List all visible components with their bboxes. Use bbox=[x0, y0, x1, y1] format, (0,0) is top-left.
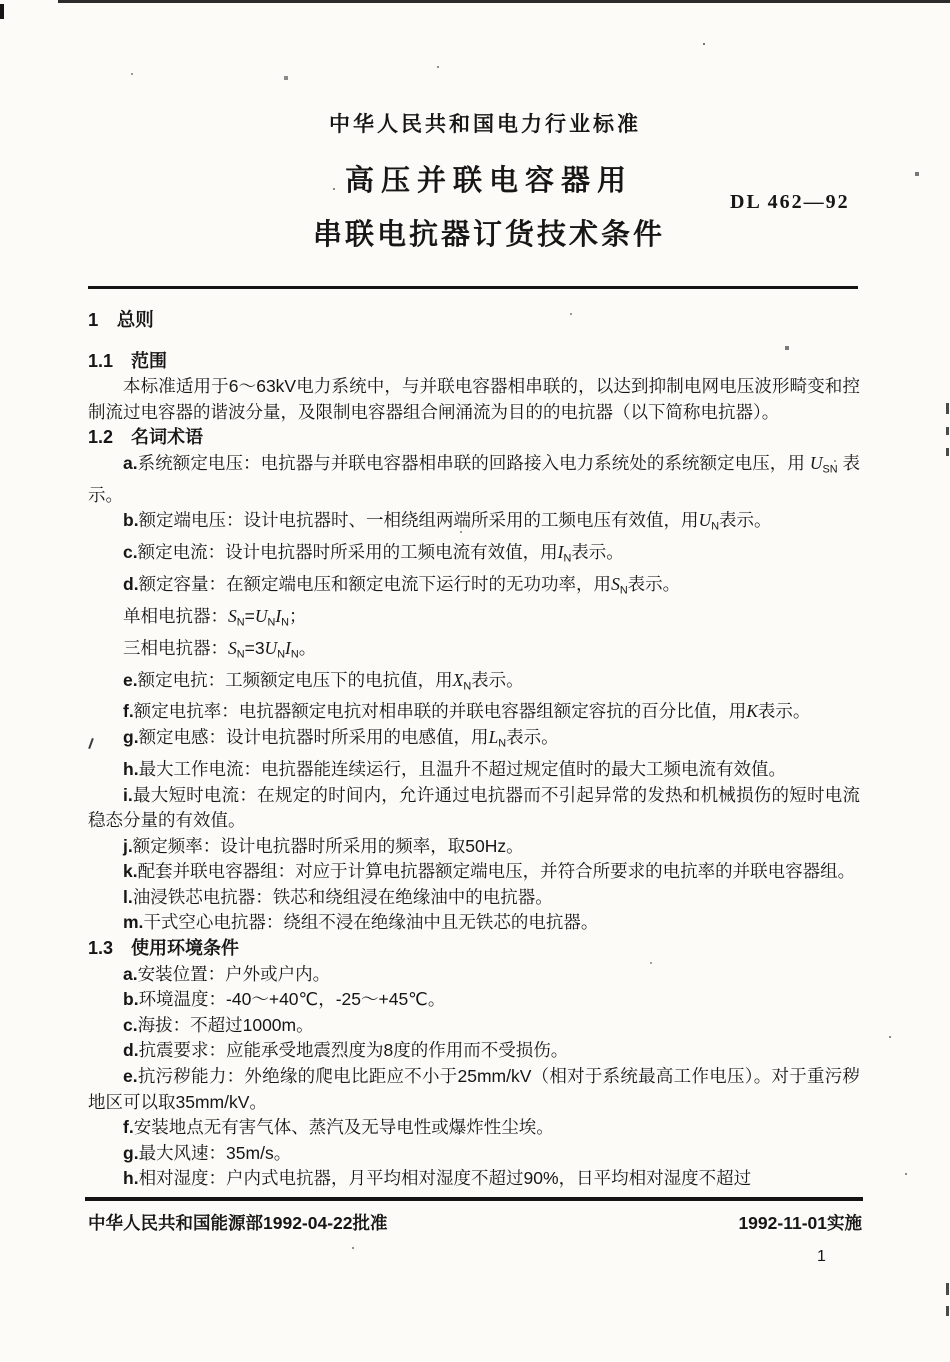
implementation-note: 1992-11-01实施 bbox=[738, 1213, 862, 1233]
paragraph: h.相对湿度：户内式电抗器，月平均相对湿度不超过90%，日平均相对湿度不超过 bbox=[123, 1168, 752, 1189]
scan-artifact-edge-dash bbox=[946, 1283, 949, 1295]
paragraph: b.环境温度：-40～+40℃，-25～+45℃。 bbox=[123, 989, 446, 1010]
paragraph: j.额定频率：设计电抗器时所采用的频率，取50Hz。 bbox=[123, 835, 524, 856]
paragraph: f.额定电抗率：电抗器额定电抗对相串联的并联电容器组额定容抗的百分比值，用K表示。 bbox=[123, 701, 811, 722]
section-heading: 1.1 范围 bbox=[88, 350, 168, 371]
scan-artifact-edge-dash bbox=[946, 1306, 949, 1316]
paragraph: a.安装位置：户外或户内。 bbox=[123, 963, 331, 984]
document-body bbox=[88, 307, 860, 1192]
paragraph: i.最大短时电流：在规定的时间内，允许通过电抗器而不引起异常的发热和机械损伤的短时电流稳态分量的有效值。 bbox=[88, 784, 860, 831]
footer-divider bbox=[85, 1197, 863, 1201]
paragraph: g.最大风速：35m/s。 bbox=[123, 1142, 292, 1163]
paragraph: e.抗污秽能力：外绝缘的爬电比距应不小于25mm/kV（相对于系统最高工作电压）。对于重污秽地区可以取35mm/kV。 bbox=[88, 1066, 860, 1112]
standard-number: DL 462—92 bbox=[730, 191, 850, 213]
standard-category-label: 中华人民共和国电力行业标准 bbox=[329, 113, 641, 136]
document-footer bbox=[88, 1210, 862, 1235]
approval-note: 中华人民共和国能源部1992-04-22批准 bbox=[88, 1213, 388, 1233]
scan-artifact-top-edge bbox=[58, 0, 950, 3]
scan-artifact-edge-dash bbox=[946, 403, 949, 414]
paragraph: d.额定容量：在额定端电压和额定电流下运行时的无功功率，用$S_N$表示。 bbox=[123, 574, 681, 597]
paragraph: g.额定电感：设计电抗器时所采用的电感值，用$L_N$表示。 bbox=[123, 727, 559, 750]
paragraph: f.安装地点无有害气体、蒸汽及无导电性或爆炸性尘埃。 bbox=[123, 1117, 554, 1138]
section-heading: 1.3 使用环境条件 bbox=[88, 938, 240, 959]
paragraph: d.抗震要求：应能承受地震烈度为8度的作用而不受损伤。 bbox=[123, 1040, 569, 1061]
section-heading: 1.2 名词术语 bbox=[88, 427, 204, 448]
document-title-line2: 串联电抗器订货技术条件 bbox=[312, 219, 665, 251]
paragraph: e.额定电抗：工频额定电压下的电抗值，用$X_N$表示。 bbox=[123, 669, 524, 692]
paragraph: l.油浸铁芯电抗器：铁芯和绕组浸在绝缘油中的电抗器。 bbox=[123, 886, 553, 907]
document-title-line1: 高压并联电容器用 bbox=[344, 165, 633, 197]
section-heading: 1 总则 bbox=[88, 309, 154, 330]
paragraph: 单相电抗器：$S_N=U_NI_N$； bbox=[123, 605, 307, 629]
scan-artifact-corner bbox=[0, 4, 4, 19]
header-divider bbox=[88, 286, 858, 289]
paragraph: a.系统额定电压：电抗器与并联电容器相串联的回路接入电力系统处的系统额定电压，用 $U_{SN}$ 表示。 bbox=[88, 452, 860, 505]
paragraph: c.额定电流：设计电抗器时所采用的工频电流有效值，用$I_N$表示。 bbox=[123, 542, 624, 565]
paragraph: k.配套并联电容器组：对应于计算电抗器额定端电压，并符合所要求的电抗率的并联电容器组。 bbox=[123, 861, 856, 882]
paragraph: b.额定端电压：设计电抗器时、一相绕组两端所采用的工频电压有效值，用$U_N$表示。 bbox=[123, 510, 772, 533]
paragraph: 本标准适用于6～63kV电力系统中，与并联电容器相串联的，以达到抑制电网电压波形畸变和控制流过电容器的谐波分量，及限制电容器组合闸涌流为目的的电抗器（以下简称电抗器）。 bbox=[88, 376, 860, 422]
scan-specks bbox=[0, 0, 2, 2]
page-number: 1 bbox=[817, 1248, 826, 1265]
paragraph: 三相电抗器：$S_N=3U_NI_N$。 bbox=[123, 637, 317, 661]
paragraph: c.海拔：不超过1000m。 bbox=[123, 1014, 314, 1035]
scan-artifact-edge-dash bbox=[946, 448, 949, 456]
scan-artifact-edge-dash bbox=[946, 427, 949, 435]
paragraph: h.最大工作电流：电抗器能连续运行，且温升不超过规定值时的最大工频电流有效值。 bbox=[123, 758, 787, 779]
paragraph: m.干式空心电抗器：绕组不浸在绝缘油中且无铁芯的电抗器。 bbox=[123, 912, 599, 933]
